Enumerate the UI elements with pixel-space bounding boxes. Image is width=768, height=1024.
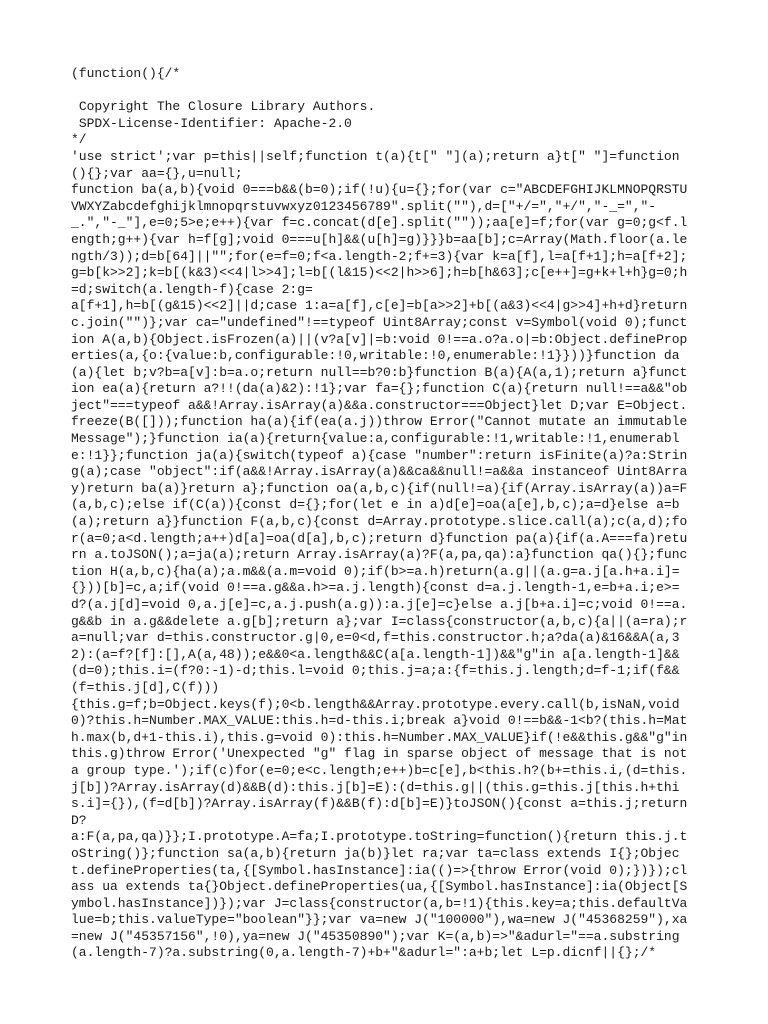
source-code-text: (function(){/* Copyright The Closure Library Authors. SPDX-License-Identifier: Apache-2.0 */ 'use strict';var p=this||self;function t(a){t[" "](a);return a}t[" "]=function(){};var aa={},u=null; function ba(a,b){void 0===b&&(b=0);if(!u){u={};for(var c="ABCDEFGHIJKLMNOPQRSTUVWXYZabcdefghijklmnopqrstuvwxyz0123456789".split(""),d=["+/=","+/","-_=","-_.","-_"],e=0;5>e;e++){var f=c.concat(d[e].split(""));aa[e]=f;for(var g=0;g<f.length;g++){var h=f[g];void 0===u[h]&&(u[h]=g)}}}b=aa[b];c=Array(Math.floor(a.length/3));d=b[64]||"";for(e=f=0;f<a.length-2;f+=3){var k=a[f],l=a[f+1];h=a[f+2];g=b[k>>2];k=b[(k&3)<<4|l>>4];l=b[(l&15)<<2|h>>6];h=b[h&63];c[e++]=g+k+l+h}g=0;h=d;switch(a.length-f){case 2:g= a[f+1],h=b[(g&15)<<2]||d;case 1:a=a[f],c[e]=b[a>>2]+b[(a&3)<<4|g>>4]+h+d}return c.join("")};var ca="undefined"!==typeof Uint8Array;const v=Symbol(void 0);function A(a,b){Object.isFrozen(a)||(v?a[v]|=b:void 0!==a.o?a.o|=b:Object.defineProperties(a,{o:{value:b,configurable:!0,writable:!0,enumerable:!1}}))}function da(a){let b;v?b=a[v]:b=a.o;return null==b?0:b}function B(a){A(a,1);return a}function ea(a){return a?!!(da(a)&2):!1};var fa={};function C(a){return null!==a&&"object"===typeof a&&!Array.isArray(a)&&a.constructor===Object}let D;var E=Object.freeze(B([]));function ha(a){if(ea(a.j))throw Error("Cannot mutate an immutable Message");}function ia(a){return{value:a,configurable:!1,writable:!1,enumerable:!1}};function ja(a){switch(typeof a){case "number":return isFinite(a)?a:String(a);case "object":if(a&&!Array.isArray(a)&&ca&&null!=a&&a instanceof Uint8Array)return ba(a)}return a};function oa(a,b,c){if(null!=a){if(Array.isArray(a))a=F(a,b,c);else if(C(a)){const d={};for(let e in a)d[e]=oa(a[e],b,c);a=d}else a=b(a);return a}}function F(a,b,c){const d=Array.prototype.slice.call(a);c(a,d);for(a=0;a<d.length;a++)d[a]=oa(d[a],b,c);return d}function pa(a){if(a.A===fa)return a.toJSON();a=ja(a);return Array.isArray(a)?F(a,pa,qa):a}function qa(){};function H(a,b,c){ha(a);a.m&&(a.m=void 0);if(b>=a.h)return(a.g||(a.g=a.j[a.h+a.i]={}))[b]=c,a;if(void 0!==a.g&&a.h>=a.j.length){const d=a.j.length-1,e=b+a.i;e>=d?(a.j[d]=void 0,a.j[e]=c,a.j.push(a.g)):a.j[e]=c}else a.j[b+a.i]=c;void 0!==a.g&&b in a.g&&delete a.g[b];return a};var I=class{constructor(a,b,c){a||(a=ra);ra=null;var d=this.constructor.g|0,e=0<d,f=this.constructor.h;a?da(a)&16&&A(a,32):(a=f?[f]:[],A(a,48));e&&0<a.length&&C(a[a.length-1])&&"g"in a[a.length-1]&&(d=0);this.i=(f?0:-1)-d;this.l=void 0;this.j=a;a:{f=this.j.length;d=f-1;if(f&&(f=this.j[d],C(f))) {this.g=f;b=Object.keys(f);0<b.length&&Array.prototype.every.call(b,isNaN,void 0)?this.h=Number.MAX_VALUE:this.h=d-this.i;break a}void 0!==b&&-1<b?(this.h=Math.max(b,d+1-this.i),this.g=void 0):this.h=Number.MAX_VALUE}if(!e&&this.g&&"g"in this.g)throw Error('Unexpected "g" flag in sparse object of message that is not a group type.');if(c)for(e=0;e<c.length;e++)b=c[e],b<this.h?(b+=this.i,(d=this.j[b])?Array.isArray(d)&&B(d):this.j[b]=E):(d=this.g||(this.g=this.j[this.h+this.i]={}),(f=d[b])?Array.isArray(f)&&B(f):d[b]=E)}toJSON(){const a=this.j;return D? a:F(a,pa,qa)}};I.prototype.A=fa;I.prototype.toString=function(){return this.j.toString()};function sa(a,b){return ja(b)}let ra;var ta=class extends I{};Object.defineProperties(ta,{[Symbol.hasInstance]:ia(()=>{throw Error(void 0);})});class ua extends ta{}Object.defineProperties(ua,{[Symbol.hasInstance]:ia(Object[Symbol.hasInstance])});var J=class{constructor(a,b=!1){this.key=a;this.defaultValue=b;this.valueType="boolean"}};var va=new J("100000"),wa=new J("45368259"),xa=new J("45357156",!0),ya=new J("45350890");var K=(a,b)=>"&adurl="==a.substring(a.length-7)?a.substring(0,a.length-7)+b+"&adurl=":a+b;let L=p.dicnf||{};/* (71, 66, 688, 961)
